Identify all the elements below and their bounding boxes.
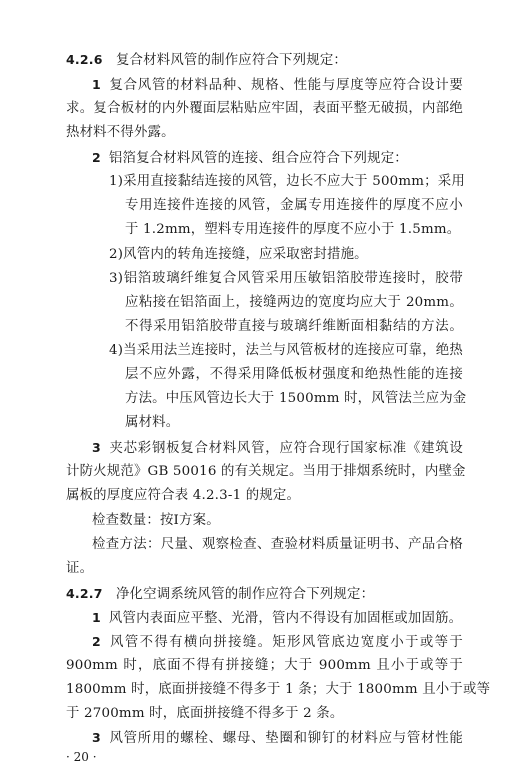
subitem-4-line-4: 属材料。 — [125, 415, 180, 430]
item-text: 风管所用的螺栓、螺母、垫圈和铆钉的材料应与管材性能 — [108, 731, 463, 746]
subitem-3-line-3: 不得采用铝箔胶带直接与玻璃纤维断面相黏结的方法。 — [125, 319, 463, 334]
item-number: 2 — [92, 150, 101, 165]
subitem-4-line-2: 层不应外露，不得采用降低板材强度和绝热性能的连接 — [125, 367, 463, 382]
subitem-3-line-2: 应粘接在铝箔面上，接缝两边的宽度均应大于 20mm。 — [125, 295, 463, 310]
section-title: 复合材料风管的制作应符合下列规定： — [115, 53, 348, 68]
item-text: 夹芯彩钢板复合材料风管，应符合现行国家标准《建筑设 — [108, 441, 463, 456]
item-text: 复合风管的材料品种、规格、性能与厚度等应符合设计要 — [108, 78, 463, 93]
section-heading-4-2-7 — [66, 585, 463, 604]
subitem-1-line-3: 于 1.2mm，塑料专用连接件的厚度不应小于 1.5mm。 — [125, 222, 461, 237]
page-number: · 20 · — [66, 750, 97, 764]
subitem-4-line-1: 4)当采用法兰连接时，法兰与风管板材的连接应可靠，绝热 — [109, 343, 463, 358]
section-title: 净化空调系统风管的制作应符合下列规定： — [115, 587, 375, 602]
item-number: 1 — [92, 77, 101, 92]
check-method-line-1: 检查方法：尺量、观察检查、查验材料质量证明书、产品合格 — [92, 537, 463, 552]
subitem-3-line-1: 3)铝箔玻璃纤维复合风管采用压敏铝箔胶带连接时，胶带 — [109, 271, 463, 286]
subitem-4-line-3: 方法。中压风管边长大于 1500mm 时，风管法兰应为金 — [125, 391, 467, 406]
section-heading-4-2-6 — [66, 51, 463, 70]
item-3-line-2: 计防火规范》GB 50016 的有关规定。当用于排烟系统时，内壁金 — [66, 464, 466, 479]
item-2-line-2: 900mm 时，底面不得有拼接缝；大于 900mm 且小于或等于 — [66, 658, 463, 673]
item-3-line-1 — [92, 439, 463, 458]
item-text: 风管不得有横向拼接缝。矩形风管底边宽度小于或等于 — [108, 635, 463, 650]
item-text: 铝箔复合材料风管的连接、组合应符合下列规定： — [108, 151, 408, 166]
item-1-line-1 — [92, 76, 463, 95]
item-1-line-1 — [92, 609, 463, 628]
subitem-1-line-1: 1)采用直接黏结连接的风管，边长不应大于 500mm；采用 — [109, 174, 465, 189]
item-2-line-3: 1800mm 时，底面拼接缝不得多于 1 条；大于 1800mm 且小于或等 — [66, 682, 491, 697]
item-2-line-1 — [92, 633, 463, 652]
item-2-line-4: 于 2700mm 时，底面拼接缝不得多于 2 条。 — [66, 706, 344, 721]
item-text: 风管内表面应平整、光滑，管内不得设有加固框或加固筋。 — [108, 611, 463, 626]
section-number: 4.2.6 — [66, 52, 103, 67]
item-2-line-1 — [92, 149, 463, 168]
item-1-line-3: 热材料不得外露。 — [66, 125, 175, 140]
subitem-2-line-1: 2)风管内的转角连接缝，应采取密封措施。 — [109, 247, 368, 262]
check-method-line-2: 证。 — [66, 561, 94, 576]
subitem-1-line-2: 专用连接件连接的风管，金属专用连接件的厚度不应小 — [125, 198, 463, 213]
item-number: 3 — [92, 440, 101, 455]
item-number: 3 — [92, 730, 101, 745]
section-number: 4.2.7 — [66, 586, 103, 601]
item-1-line-2: 求。复合板材的内外覆面层粘贴应牢固，表面平整无破损，内部绝 — [66, 101, 463, 116]
check-quantity: 检查数量：按Ⅰ方案。 — [92, 513, 220, 528]
item-3-line-1 — [92, 729, 463, 748]
item-3-line-3: 属板的厚度应符合表 4.2.3-1 的规定。 — [66, 488, 301, 503]
item-number: 2 — [92, 634, 101, 649]
item-number: 1 — [92, 610, 101, 625]
